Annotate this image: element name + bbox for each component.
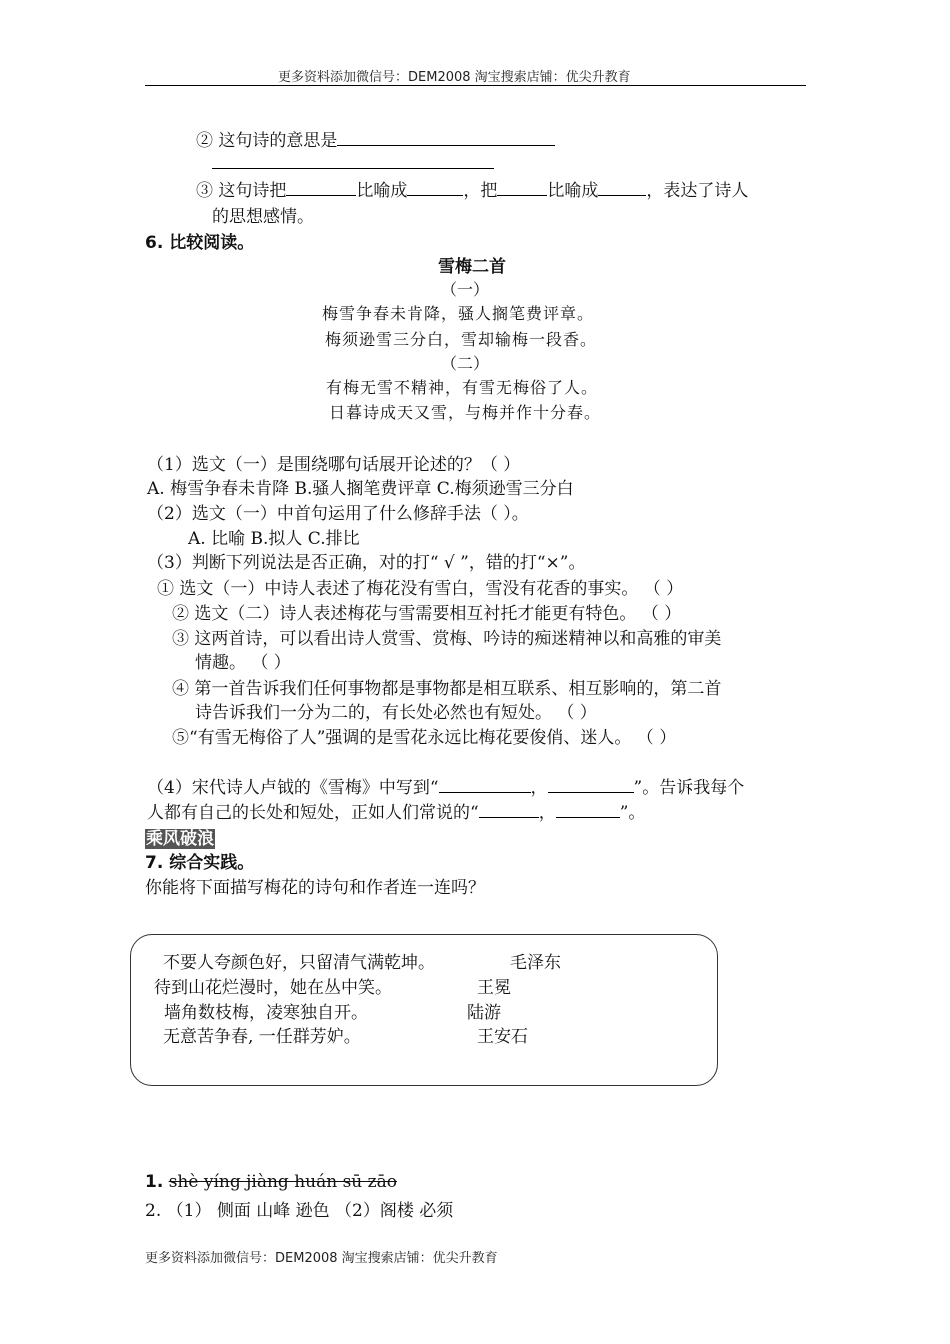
judge-item-3: ③ 这两首诗，可以看出诗人赏雪、赏梅、吟诗的痴迷精神以和高雅的审美 xyxy=(172,629,722,649)
answer-1-number: 1. xyxy=(145,1172,164,1192)
q6-sub4-text-d: 人都有自己的长处和短处，正如人们常说的“ xyxy=(147,803,479,823)
match-poem-4[interactable]: 无意苦争春, 一任群芳妒。 xyxy=(163,1027,361,1047)
q5-item2-text: ② 这句诗的意思是 xyxy=(196,131,338,151)
match-poem-1[interactable]: 不要人夸颜色好，只留清气满乾坤。 xyxy=(163,953,435,973)
q6-sub3: （3）判断下列说法是否正确，对的打“ √ ”，错的打“×”。 xyxy=(147,553,586,573)
q6-sub1: （1）选文（一）是围绕哪句话展开论述的？（ ） xyxy=(147,455,521,475)
answer-blank[interactable] xyxy=(439,778,531,793)
q7-prompt: 你能将下面描写梅花的诗句和作者连一连吗？ xyxy=(145,878,485,898)
q6-title: 6. 比较阅读。 xyxy=(145,233,255,253)
match-poem-2[interactable]: 待到山花烂漫时，她在丛中笑。 xyxy=(154,978,392,998)
judge-item-4-cont: 诗告诉我们一分为二的，有长处必然也有短处。 （ ） xyxy=(195,703,597,723)
section-label xyxy=(145,824,215,849)
q6-sub4-text-e: ， xyxy=(538,803,556,823)
q5-item3-text-e: ，表达了诗人 xyxy=(646,181,749,201)
q6-sub4-text-b: ， xyxy=(530,778,548,798)
judge-item-2: ② 选文（二）诗人表述梅花与雪需要相互衬托才能更有特色。 （ ） xyxy=(172,604,682,624)
judge-item-5: ⑤“有雪无梅俗了人”强调的是雪花永远比梅花要俊俏、迷人。 （ ） xyxy=(172,728,677,748)
q6-sub2-options: A. 比喻 B.拟人 C.排比 xyxy=(188,529,360,549)
poem2-line1: 有梅无雪不精神，有雪无梅俗了人。 xyxy=(326,378,599,397)
answer-blank[interactable] xyxy=(286,181,356,196)
q5-item3-text-d: 比喻成 xyxy=(547,181,599,201)
answer-blank[interactable] xyxy=(497,181,547,196)
match-author-4[interactable]: 王安石 xyxy=(477,1027,528,1047)
match-author-3[interactable]: 陆游 xyxy=(467,1003,501,1023)
q5-item3-cont: 的思想感情。 xyxy=(212,207,314,227)
poem1-line2: 梅须逊雪三分白，雪却输梅一段香。 xyxy=(325,330,598,349)
match-author-1[interactable]: 毛泽东 xyxy=(510,953,561,973)
q6-sub2: （2）选文（一）中首句运用了什么修辞手法（ ）。 xyxy=(147,504,529,524)
answer-blank[interactable] xyxy=(407,181,463,196)
answer-blank-line[interactable] xyxy=(212,168,494,169)
answer-blank[interactable] xyxy=(598,181,646,196)
answer-1-pinyin: shè yíng jiàng huán sū zāo xyxy=(168,1172,397,1192)
q5-item3-text-c: ，把 xyxy=(463,181,498,201)
poem2-line2: 日暮诗成天又雪，与梅并作十分春。 xyxy=(329,403,602,422)
judge-item-1: ① 选文（一）中诗人表述了梅花没有雪白，雪没有花香的事实。 （ ） xyxy=(157,579,684,599)
q5-item3-text-a: ③ 这句诗把 xyxy=(196,181,287,201)
judge-item-3-cont: 情趣。 （ ） xyxy=(195,653,291,673)
answer-1 xyxy=(145,1172,397,1192)
poem-part-2: （二） xyxy=(441,354,490,373)
answer-2: 2. （1） 侧面 山峰 逊色 （2）阁楼 必须 xyxy=(145,1201,454,1221)
q6-sub4-cont xyxy=(147,798,645,823)
poem-part-1: （一） xyxy=(441,280,490,299)
match-poem-3[interactable]: 墙角数枝梅，凌寒独自开。 xyxy=(164,1003,368,1023)
q7-title: 7. 综合实践。 xyxy=(145,853,255,873)
answer-blank[interactable] xyxy=(548,778,634,793)
q5-item2 xyxy=(196,126,555,151)
q5-item3-text-b: 比喻成 xyxy=(356,181,408,201)
header-rule xyxy=(145,85,806,86)
q6-sub4-text-f: ”。 xyxy=(619,803,646,823)
q6-sub1-options: A. 梅雪争春未肯降 B.骚人搁笔费评章 C.梅须逊雪三分白 xyxy=(147,479,574,499)
page-footer: 更多资料添加微信号：DEM2008 淘宝搜索店铺：优尖升教育 xyxy=(145,1251,498,1266)
answer-blank[interactable] xyxy=(479,803,539,818)
q6-sub4-text-c: ”。告诉我每个 xyxy=(633,778,745,798)
section-label-text: 乘风破浪 xyxy=(146,829,214,849)
answer-blank[interactable] xyxy=(337,131,555,146)
match-author-2[interactable]: 王冕 xyxy=(477,978,511,998)
answer-blank[interactable] xyxy=(556,803,620,818)
q6-sub4 xyxy=(147,773,744,798)
page-header: 更多资料添加微信号：DEM2008 淘宝搜索店铺：优尖升教育 xyxy=(278,70,631,85)
poem-title: 雪梅二首 xyxy=(438,257,506,277)
q5-item3 xyxy=(196,176,748,201)
judge-item-4: ④ 第一首告诉我们任何事物都是事物都是相互联系、相互影响的，第二首 xyxy=(172,679,722,699)
q6-sub4-text-a: （4）宋代诗人卢钺的《雪梅》中写到“ xyxy=(147,778,439,798)
poem1-line1: 梅雪争春未肯降，骚人搁笔费评章。 xyxy=(322,304,595,323)
